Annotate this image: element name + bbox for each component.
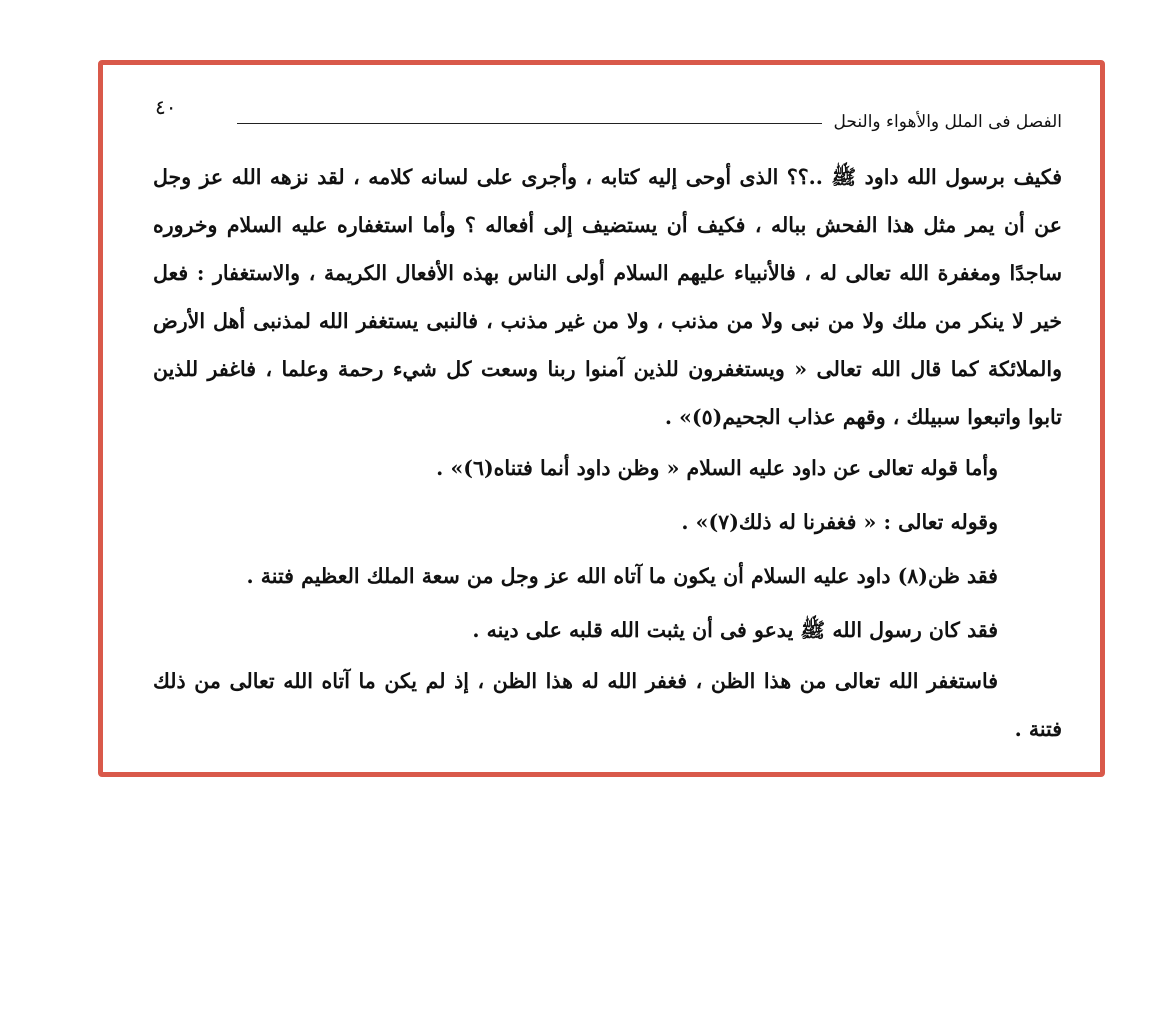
header-rule (237, 123, 822, 124)
paragraph-6: فاستغفر الله تعالى من هذا الظن ، فغفر الله له هذا الظن ، إذ لم يكن ما آتاه الله تعالى من ذلك فتنة . (153, 669, 1062, 741)
page-frame (98, 60, 1105, 777)
paragraph-2: وأما قوله تعالى عن داود عليه السلام « وظن داود أنما فتناه(٦)» . (436, 456, 998, 480)
paragraph-1: فكيف برسول الله داود ﷺ ..؟؟ الذى أوحى إليه كتابه ، وأجرى على لسانه كلامه ، لقد نزهه الله عز وجل عن أن يمر مثل هذا الفحش بباله ، فكيف أن يستضيف إلى أفعاله ؟ وأما استغفاره عليه السلام وخروره ساجدًا ومغفرة الله تعالى له ، فالأنبياء عليهم السلام أولى الناس بهذه الأفعال الكريمة ، والاستغفار : فعل خير لا ينكر من ملك ولا من نبى ولا من مذنب ، ولا من غير مذنب ، فالنبى يستغفر الله لمذنبى أهل الأرض والملائكة كما قال الله تعالى « ويستغفرون للذين آمنوا ربنا وسعت كل شيء رحمة وعلما ، فاغفر للذين تابوا واتبعوا سبيلك ، وقهم عذاب الجحيم(٥)» . (153, 165, 1062, 429)
paragraph-4: فقد ظن(٨) داود عليه السلام أن يكون ما آتاه الله عز وجل من سعة الملك العظيم فتنة . (246, 564, 998, 588)
paragraph-5: فقد كان رسول الله ﷺ يدعو فى أن يثبت الله قلبه على دينه . (472, 618, 998, 642)
running-head: الفصل فى الملل والأهواء والنحل (833, 112, 1062, 132)
paragraph-3: وقوله تعالى : « فغفرنا له ذلك(٧)» . (681, 510, 998, 534)
page-number: ٤٠ (155, 95, 177, 119)
body-text (153, 153, 1062, 753)
